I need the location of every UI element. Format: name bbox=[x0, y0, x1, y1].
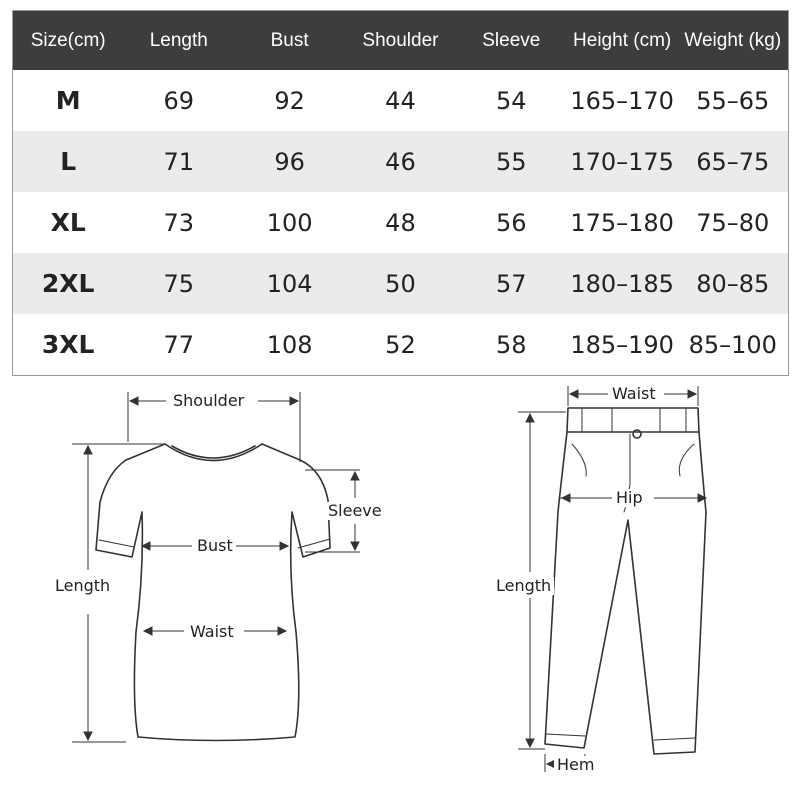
cell-height: 170–175 bbox=[567, 131, 678, 192]
cell-sleeve: 58 bbox=[496, 330, 527, 359]
cell-weight: 75–80 bbox=[696, 208, 770, 237]
cell-height: 185–190 bbox=[570, 330, 674, 359]
cell-weight: 65–75 bbox=[678, 131, 789, 192]
cell-weight: 55–65 bbox=[696, 86, 770, 115]
cell-shoulder: 52 bbox=[385, 330, 416, 359]
pants-waist-label: Waist bbox=[609, 385, 659, 403]
table-header-row bbox=[13, 11, 789, 71]
cell-length: 71 bbox=[123, 131, 234, 192]
shirt-length-label: Length bbox=[52, 577, 113, 595]
cell-shoulder: 48 bbox=[385, 208, 416, 237]
cell-bust: 96 bbox=[234, 131, 345, 192]
shirt-bust-label: Bust bbox=[194, 537, 236, 555]
cell-shoulder: 46 bbox=[345, 131, 456, 192]
cell-size: XL bbox=[50, 208, 86, 237]
garment-line-art bbox=[0, 372, 800, 800]
header-sleeve: Sleeve bbox=[456, 11, 567, 71]
header-shoulder: Shoulder bbox=[345, 11, 456, 71]
cell-shoulder: 50 bbox=[345, 253, 456, 314]
cell-bust: 100 bbox=[266, 208, 313, 237]
cell-sleeve: 54 bbox=[496, 86, 527, 115]
cell-height: 180–185 bbox=[567, 253, 678, 314]
pants-length-label: Length bbox=[493, 577, 554, 595]
cell-weight: 80–85 bbox=[678, 253, 789, 314]
cell-length: 69 bbox=[163, 86, 195, 115]
header-weight: Weight (kg) bbox=[678, 11, 789, 71]
cell-length: 77 bbox=[163, 330, 195, 359]
table-row bbox=[13, 314, 789, 376]
cell-height: 165–170 bbox=[570, 86, 674, 115]
table-row bbox=[13, 131, 789, 192]
header-size: Size(cm) bbox=[13, 11, 124, 71]
shirt-shoulder-label: Shoulder bbox=[170, 392, 247, 410]
shirt-waist-label: Waist bbox=[187, 623, 237, 641]
cell-length: 73 bbox=[163, 208, 195, 237]
cell-size: 2XL bbox=[13, 253, 124, 314]
header-height: Height (cm) bbox=[567, 11, 678, 71]
dimension-lines bbox=[72, 386, 706, 772]
cell-weight: 85–100 bbox=[688, 330, 777, 359]
cell-bust: 108 bbox=[266, 330, 313, 359]
header-length: Length bbox=[123, 11, 234, 71]
measurement-diagrams bbox=[0, 372, 800, 800]
cell-bust: 92 bbox=[274, 86, 305, 115]
pants-outline-icon bbox=[545, 408, 706, 754]
pants-hip-label: Hip bbox=[613, 489, 646, 507]
cell-size: 3XL bbox=[41, 330, 95, 359]
cell-length: 75 bbox=[123, 253, 234, 314]
cell-size: L bbox=[13, 131, 124, 192]
cell-sleeve: 56 bbox=[496, 208, 527, 237]
cell-sleeve: 57 bbox=[456, 253, 567, 314]
cell-shoulder: 44 bbox=[385, 86, 416, 115]
table-row bbox=[13, 253, 789, 314]
table-row bbox=[13, 70, 789, 131]
tshirt-outline-icon bbox=[96, 444, 330, 741]
cell-bust: 104 bbox=[234, 253, 345, 314]
header-bust: Bust bbox=[234, 11, 345, 71]
table-row bbox=[13, 192, 789, 253]
size-chart-table bbox=[12, 10, 789, 376]
pants-hem-label: Hem bbox=[554, 756, 597, 774]
shirt-sleeve-label: Sleeve bbox=[325, 502, 385, 520]
cell-sleeve: 55 bbox=[456, 131, 567, 192]
cell-height: 175–180 bbox=[570, 208, 674, 237]
cell-size: M bbox=[55, 86, 81, 115]
